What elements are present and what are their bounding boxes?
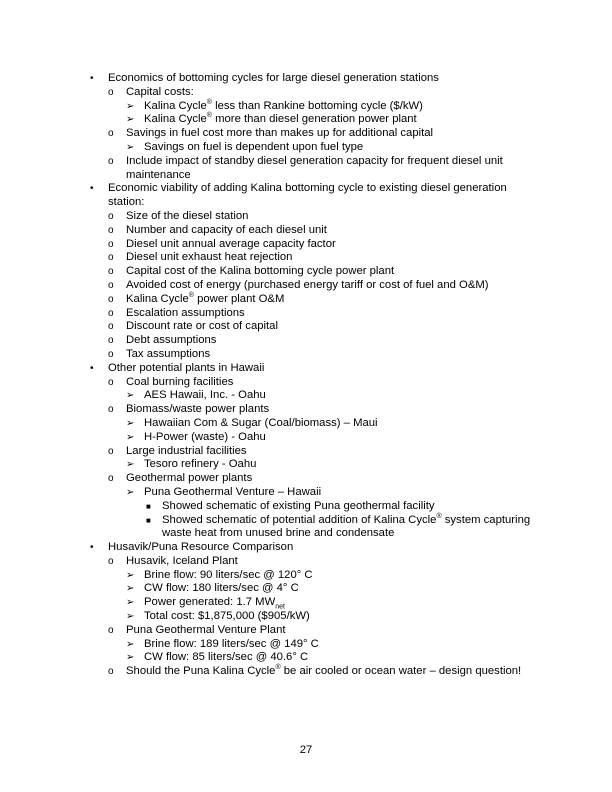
bullet-circle-icon: o [108,293,114,305]
registered-mark: ® [436,512,442,520]
outline-item-level-2 [0,665,540,679]
arrow-bullet-icon: ➢ [126,141,135,153]
outline-item-level-4 [0,514,540,542]
outline-item-level-2 [0,403,540,417]
arrow-bullet-icon: ➢ [126,459,135,471]
outline-item-level-2 [0,307,540,321]
bullet-dot-icon: • [90,542,94,554]
subscript-text: net [275,603,285,611]
bullet-circle-icon: o [108,252,114,264]
outline-item-level-2 [0,155,540,183]
bullet-circle-icon: o [108,279,114,291]
outline-item-level-2 [0,320,540,334]
outline-item-text: Large industrial facilities [126,444,247,457]
outline-item-text: Economics of bottoming cycles for large diesel generation stations [108,72,439,84]
outline-item-text: Kalina Cycle [144,99,207,112]
outline-item-level-3 [0,458,540,472]
square-bullet-icon: ■ [146,501,151,511]
outline-item-level-2 [0,279,540,293]
outline-item-level-3 [0,638,540,652]
page-number: 27 [299,744,313,756]
outline-item-text-continued: more than diesel generation power plant [211,113,417,126]
outline-item-text: Kalina Cycle [144,113,207,126]
outline-item-level-2 [0,251,540,265]
arrow-bullet-icon: ➢ [126,431,135,443]
outline-item-level-3 [0,610,540,624]
outline-item-level-1 [0,362,540,376]
arrow-bullet-icon: ➢ [126,417,135,429]
outline-item-text: Diesel unit exhaust heat rejection [126,251,293,264]
registered-mark: ® [188,291,194,299]
outline-list [0,72,612,679]
bullet-circle-icon: o [108,445,114,457]
outline-item-level-3 [0,141,540,155]
outline-item-text: Husavik/Puna Resource Comparison [108,541,294,554]
bullet-circle-icon: o [108,404,114,416]
bullet-circle-icon: o [108,155,114,167]
outline-item-text: CW flow: 180 liters/sec @ 4° C [144,582,299,595]
outline-item-level-2 [0,86,540,100]
outline-item-text: Other potential plants in Hawaii [108,361,265,374]
outline-item-text: Capital costs: [126,85,194,98]
outline-item-text: Diesel unit annual average capacity factor [126,237,336,250]
bullet-circle-icon: o [108,210,114,222]
outline-item-text: Avoided cost of energy (purchased energy tariff or cost of fuel and O&M) [126,278,489,291]
outline-item-text: Discount rate or cost of capital [126,320,278,333]
outline-item-text: H-Power (waste) - Oahu [144,430,266,443]
bullet-circle-icon: o [108,624,114,636]
registered-mark: ® [206,112,212,120]
outline-item-text: Number and capacity of each diesel unit [126,223,327,236]
outline-item-level-2 [0,624,540,638]
registered-mark: ® [275,664,281,672]
outline-item-level-3 [0,596,540,610]
outline-item-text: Showed schematic of existing Puna geothermal facility [162,499,435,512]
square-bullet-icon: ■ [146,515,151,525]
outline-item-level-2 [0,555,540,569]
outline-item-text-continued: system capturing waste heat from unused brine and condensate [162,513,531,540]
bullet-circle-icon: o [108,86,114,98]
outline-item-text: AES Hawaii, Inc. - Oahu [144,389,266,402]
outline-item-text: Hawaiian Com & Sugar (Coal/biomass) – Maui [144,416,378,429]
outline-item-text: Size of the diesel station [126,209,249,222]
bullet-circle-icon: o [108,307,114,319]
arrow-bullet-icon: ➢ [126,638,135,650]
outline-item-level-3 [0,582,540,596]
bullet-circle-icon: o [108,376,114,388]
outline-item-text: Capital cost of the Kalina bottoming cycle power plant [126,265,395,278]
bullet-circle-icon: o [108,321,114,333]
outline-item-text: Debt assumptions [126,334,217,347]
outline-item-text: Showed schematic of potential addition of Kalina Cycle [162,513,437,526]
arrow-bullet-icon: ➢ [126,114,135,126]
outline-item-text: Coal burning facilities [126,375,234,388]
outline-item-text: Savings in fuel cost more than makes up for additional capital [126,127,434,140]
outline-item-text: Tax assumptions [126,347,211,360]
outline-item-level-3 [0,389,540,403]
bullet-circle-icon: o [108,666,114,678]
outline-item-level-1 [0,541,540,555]
bullet-circle-icon: o [108,224,114,236]
outline-item-text: Escalation assumptions [126,306,245,319]
bullet-dot-icon: • [90,362,94,374]
arrow-bullet-icon: ➢ [126,569,135,581]
outline-item-text: Geothermal power plants [126,472,253,485]
outline-item-text: Tesoro refinery - Oahu [144,458,257,471]
outline-item-level-2 [0,348,540,362]
arrow-bullet-icon: ➢ [126,583,135,595]
outline-item-text-continued: be air cooled or ocean water – design question! [280,665,522,678]
outline-item-level-1 [0,182,540,210]
bullet-circle-icon: o [108,348,114,360]
arrow-bullet-icon: ➢ [126,611,135,623]
outline-item-text: Economic viability of adding Kalina bottoming cycle to existing diesel generation station: [108,182,507,209]
outline-item-text: Brine flow: 189 liters/sec @ 149° C [144,637,319,650]
bullet-circle-icon: o [108,238,114,250]
outline-item-level-3 [0,417,540,431]
arrow-bullet-icon: ➢ [126,652,135,664]
outline-item-text-continued: power plant O&M [193,292,285,305]
bullet-circle-icon: o [108,266,114,278]
outline-item-level-3 [0,569,540,583]
bullet-circle-icon: o [108,335,114,347]
outline-item-level-2 [0,238,540,252]
outline-item-text: Include impact of standby diesel generation capacity for frequent diesel unit maintenance [126,154,503,181]
outline-item-text: Should the Puna Kalina Cycle [126,665,276,678]
outline-item-level-2 [0,293,540,307]
outline-item-text: Puna Geothermal Venture – Hawaii [144,485,322,498]
outline-item-level-2 [0,445,540,459]
arrow-bullet-icon: ➢ [126,597,135,609]
outline-item-level-1 [0,72,540,86]
bullet-circle-icon: o [108,473,114,485]
outline-item-text: Brine flow: 90 liters/sec @ 120° C [144,568,313,581]
arrow-bullet-icon: ➢ [126,100,135,112]
outline-item-level-3 [0,113,540,127]
registered-mark: ® [206,98,212,106]
outline-item-level-2 [0,334,540,348]
outline-item-level-3 [0,486,540,500]
outline-item-text: Power generated: 1.7 MW [144,596,276,609]
arrow-bullet-icon: ➢ [126,390,135,402]
outline-item-text: Savings on fuel is dependent upon fuel type [144,140,364,153]
outline-item-level-4 [0,500,540,514]
outline-item-text: Biomass/waste power plants [126,403,270,416]
outline-item-level-3 [0,651,540,665]
bullet-circle-icon: o [108,555,114,567]
outline-item-level-2 [0,376,540,390]
outline-item-text: CW flow: 85 liters/sec @ 40.6° C [144,651,309,664]
outline-item-text: Total cost: $1,875,000 ($905/kW) [144,610,310,623]
outline-item-text: Puna Geothermal Venture Plant [126,623,286,636]
outline-item-text-continued: less than Rankine bottoming cycle ($/kW) [211,99,423,112]
outline-item-level-2 [0,210,540,224]
arrow-bullet-icon: ➢ [126,486,135,498]
bullet-dot-icon: • [90,183,94,195]
outline-item-text: Husavik, Iceland Plant [126,554,238,567]
outline-item-level-2 [0,472,540,486]
outline-item-level-3 [0,431,540,445]
bullet-circle-icon: o [108,128,114,140]
bullet-dot-icon: • [90,73,94,84]
outline-item-level-2 [0,127,540,141]
outline-item-level-2 [0,224,540,238]
outline-item-level-2 [0,265,540,279]
outline-item-text: Kalina Cycle [126,292,189,305]
outline-item-level-3 [0,100,540,114]
